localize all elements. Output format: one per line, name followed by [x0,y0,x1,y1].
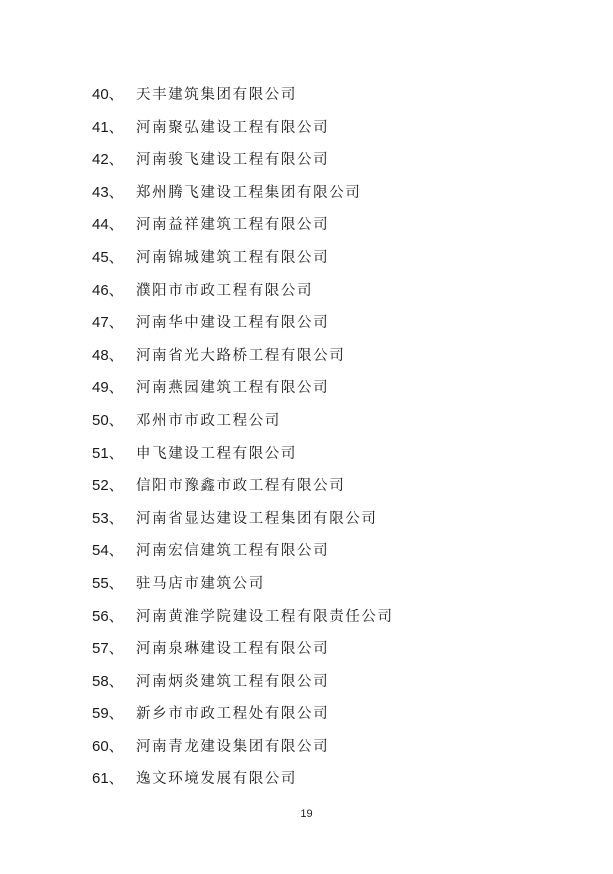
company-name: 驻马店市建筑公司 [136,575,265,592]
company-name: 河南益祥建筑工程有限公司 [136,217,330,234]
item-number: 50、 [92,411,124,429]
item-number: 40、 [92,86,124,103]
item-number: 45、 [92,248,124,266]
item-number: 60、 [92,737,124,755]
list-item [92,665,394,698]
list-item [92,111,394,144]
company-name: 信阳市豫鑫市政工程有限公司 [136,478,346,495]
company-name: 河南省显达建设工程集团有限公司 [136,510,378,527]
company-name: 郑州腾飞建设工程集团有限公司 [136,184,362,201]
company-name: 河南省光大路桥工程有限公司 [136,347,346,364]
list-item [92,143,394,176]
company-name: 河南燕园建筑工程有限公司 [136,380,330,397]
company-name: 河南聚弘建设工程有限公司 [136,119,330,136]
list-item [92,469,394,502]
item-number: 55、 [92,574,124,592]
list-item [92,274,394,307]
company-name: 河南宏信建筑工程有限公司 [136,543,330,560]
list-item [92,600,394,633]
company-name: 河南炳炎建筑工程有限公司 [136,673,330,690]
list-item [92,306,394,339]
list-item [92,208,394,241]
item-number: 46、 [92,281,124,299]
list-item [92,730,394,763]
page-number: 19 [300,808,313,820]
item-number: 52、 [92,477,124,495]
item-number: 49、 [92,379,124,397]
company-name: 河南骏飞建设工程有限公司 [136,152,330,169]
company-name: 濮阳市市政工程有限公司 [136,282,314,299]
company-name: 河南泉琳建设工程有限公司 [136,641,330,658]
company-name: 河南黄淮学院建设工程有限责任公司 [136,608,394,625]
company-list [92,78,394,795]
list-item [92,437,394,470]
company-name: 逸文环境发展有限公司 [136,771,297,788]
company-name: 河南锦城建筑工程有限公司 [136,249,330,266]
item-number: 53、 [92,509,124,527]
item-number: 43、 [92,183,124,201]
item-number: 41、 [92,118,124,136]
item-number: 59、 [92,705,124,723]
item-number: 47、 [92,314,124,332]
list-item [92,339,394,372]
list-item [92,697,394,730]
list-item [92,534,394,567]
item-number: 44、 [92,216,124,234]
item-number: 54、 [92,542,124,560]
list-item [92,176,394,209]
list-item [92,567,394,600]
item-number: 57、 [92,640,124,658]
item-number: 56、 [92,607,124,625]
list-item [92,632,394,665]
item-number: 48、 [92,346,124,364]
list-item [92,404,394,437]
company-name: 河南华中建设工程有限公司 [136,315,330,332]
item-number: 61、 [92,770,124,788]
list-item [92,241,394,274]
company-name: 新乡市市政工程处有限公司 [136,706,330,723]
company-name: 天丰建筑集团有限公司 [136,87,297,103]
item-number: 42、 [92,151,124,169]
item-number: 51、 [92,444,124,462]
list-item [92,762,394,795]
list-item [92,371,394,404]
item-number: 58、 [92,672,124,690]
company-name: 邓州市市政工程公司 [136,412,281,429]
list-item [92,502,394,535]
company-name: 申飞建设工程有限公司 [136,445,297,462]
list-item [92,78,394,111]
company-name: 河南青龙建设集团有限公司 [136,738,330,755]
